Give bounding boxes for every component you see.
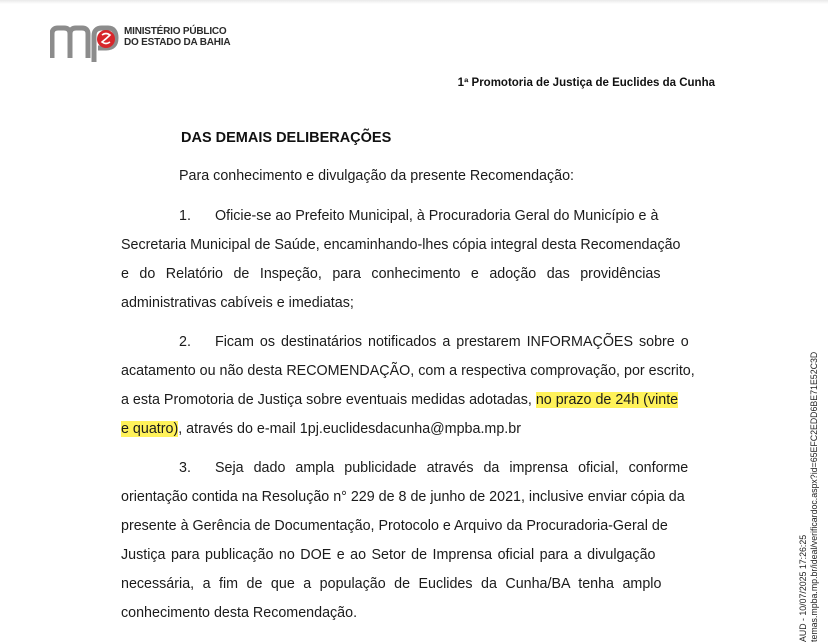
item-3-line-6: conhecimento desta Recomendação. bbox=[121, 605, 358, 621]
item-1-line-2: Secretaria Municipal de Saúde, encaminhando-lhes cópia integral desta Recomendação bbox=[121, 237, 681, 253]
deadline-highlight-cont: e quatro) bbox=[121, 421, 179, 437]
item-2-line-3-text: a esta Promotoria de Justiça sobre eventuais medidas adotadas, bbox=[121, 392, 536, 408]
item-3-number: 3. bbox=[179, 460, 191, 476]
item-2-email-text: , através do e-mail 1pj.euclidesdacunha@mpba.mp.br bbox=[178, 421, 521, 437]
item-3-line-4: Justiça para publicação no DOE e ao Setor de Imprensa oficial para a divulgação bbox=[121, 547, 656, 563]
item-1-line-3: e do Relatório de Inspeção, para conhecimento e adoção das providências bbox=[121, 266, 661, 282]
deadline-highlight: no prazo de 24h (vinte bbox=[535, 392, 679, 408]
stamp-line-1: AUD - 10/07/2025 17:26:25 bbox=[798, 534, 808, 642]
org-line-1: MINISTÉRIO PÚBLICO bbox=[124, 26, 227, 37]
item-3-first-line: Seja dado ampla publicidade através da imprensa oficial, conforme bbox=[215, 460, 689, 476]
mpba-logo-icon bbox=[50, 22, 120, 62]
item-3-line-3: presente à Gerência de Documentação, Protocolo e Arquivo da Procuradoria-Geral de bbox=[121, 518, 668, 534]
item-3-line-2: orientação contida na Resolução n° 229 de 8 de junho de 2021, inclusive enviar cópia da bbox=[121, 489, 685, 505]
item-2-first-line: Ficam os destinatários notificados a prestarem INFORMAÇÕES sobre o bbox=[215, 334, 689, 350]
item-3-line-5: necessária, a fim de que a população de Euclides da Cunha/BA tenha amplo bbox=[121, 576, 662, 592]
item-1-number: 1. bbox=[179, 208, 191, 224]
promotoria-title: 1ª Promotoria de Justiça de Euclides da Cunha bbox=[457, 77, 715, 89]
top-divider bbox=[0, 0, 828, 4]
item-2-number: 2. bbox=[179, 334, 191, 350]
item-2-line-4 bbox=[121, 421, 521, 437]
verification-stamp bbox=[798, 352, 820, 642]
item-1-line-4: administrativas cabíveis e imediatas; bbox=[121, 295, 354, 311]
intro-paragraph: Para conhecimento e divulgação da presente Recomendação: bbox=[179, 168, 575, 184]
section-heading: DAS DEMAIS DELIBERAÇÕES bbox=[181, 130, 392, 146]
item-2-line-3 bbox=[121, 392, 678, 408]
item-2-line-2: acatamento ou não desta RECOMENDAÇÃO, com a respectiva comprovação, por escrito, bbox=[121, 363, 695, 379]
stamp-line-2: temas.mpba.mp.br/ideal/verificardoc.aspx?id=65EFC2EDD6BE71E52C3D bbox=[809, 351, 819, 642]
item-1-first-line-text: Oficie-se ao Prefeito Municipal, à Procuradoria Geral do Município e à bbox=[215, 208, 659, 224]
organization-name bbox=[124, 26, 230, 48]
org-line-2: DO ESTADO DA BAHIA bbox=[124, 37, 231, 48]
item-1-first-line bbox=[215, 208, 705, 224]
